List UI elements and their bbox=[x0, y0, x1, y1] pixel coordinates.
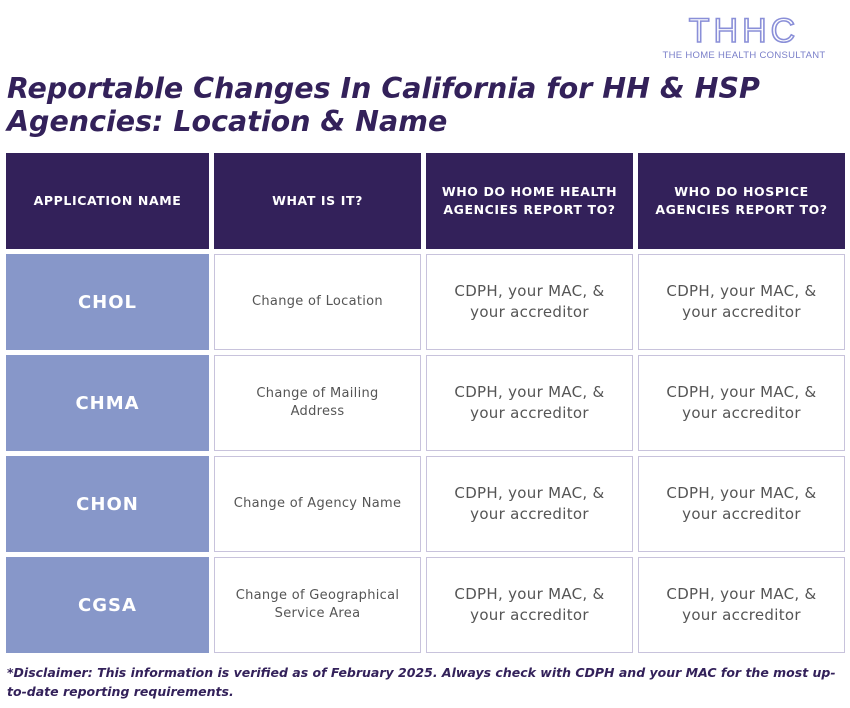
logo-mark: THHC bbox=[688, 12, 800, 50]
row-what-cgsa: Change of Geographical Service Area bbox=[214, 557, 421, 653]
header-application-name: APPLICATION NAME bbox=[6, 153, 209, 249]
changes-table bbox=[6, 153, 844, 653]
row-hh-chma: CDPH, your MAC, & your accreditor bbox=[426, 355, 633, 451]
row-hh-chon: CDPH, your MAC, & your accreditor bbox=[426, 456, 633, 552]
row-code-chol: CHOL bbox=[6, 254, 209, 350]
row-code-chon: CHON bbox=[6, 456, 209, 552]
row-hsp-chon: CDPH, your MAC, & your accreditor bbox=[638, 456, 845, 552]
header-what-is-it: WHAT IS IT? bbox=[214, 153, 421, 249]
logo bbox=[646, 14, 842, 61]
row-hh-chol: CDPH, your MAC, & your accreditor bbox=[426, 254, 633, 350]
header-hospice-report-to: WHO DO HOSPICE AGENCIES REPORT TO? bbox=[638, 153, 845, 249]
row-hsp-chma: CDPH, your MAC, & your accreditor bbox=[638, 355, 845, 451]
row-what-chol: Change of Location bbox=[214, 254, 421, 350]
row-what-chma: Change of Mailing Address bbox=[214, 355, 421, 451]
header-home-health-report-to: WHO DO HOME HEALTH AGENCIES REPORT TO? bbox=[426, 153, 633, 249]
disclaimer: *Disclaimer: This information is verified as of February 2025. Always check with CDPH and your MAC for the most up-to-date reporting requirements. bbox=[7, 665, 836, 699]
row-hsp-chol: CDPH, your MAC, & your accreditor bbox=[638, 254, 845, 350]
row-code-cgsa: CGSA bbox=[6, 557, 209, 653]
logo-tagline: THE HOME HEALTH CONSULTANT bbox=[662, 50, 826, 61]
row-hsp-cgsa: CDPH, your MAC, & your accreditor bbox=[638, 557, 845, 653]
row-code-chma: CHMA bbox=[6, 355, 209, 451]
row-hh-cgsa: CDPH, your MAC, & your accreditor bbox=[426, 557, 633, 653]
row-what-chon: Change of Agency Name bbox=[214, 456, 421, 552]
page-title: Reportable Changes In California for HH & HSP Agencies: Location & Name bbox=[7, 72, 760, 138]
